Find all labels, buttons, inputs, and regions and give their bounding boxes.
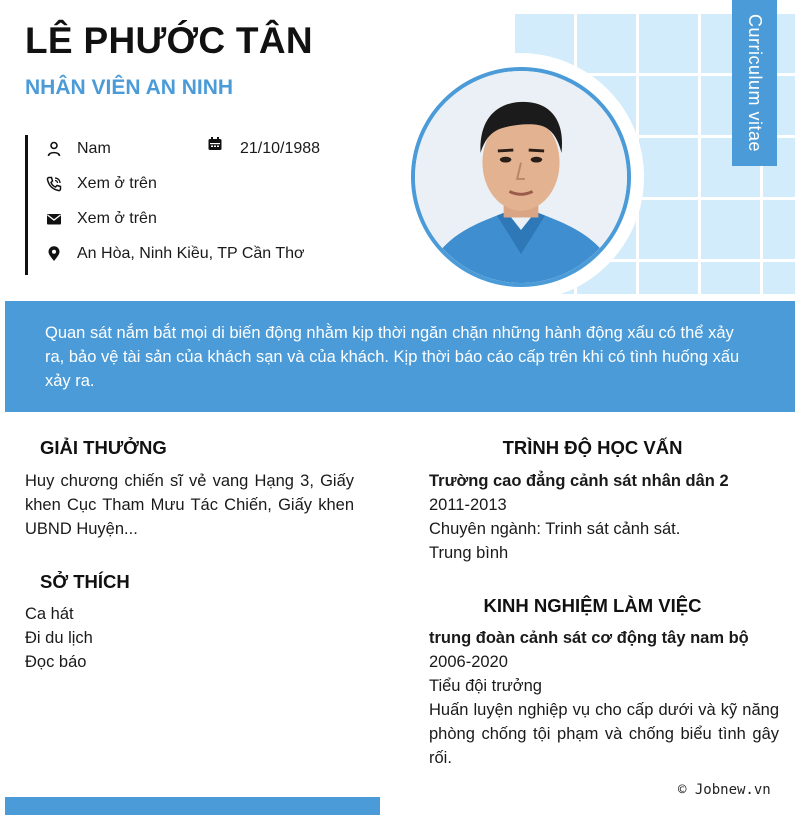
address-text: An Hòa, Ninh Kiều, TP Cần Thơ [77, 245, 305, 262]
hobbies-title: SỞ THÍCH [40, 571, 130, 592]
envelope-icon [45, 210, 63, 228]
copyright-text: © Jobnew.vn [678, 782, 771, 798]
email-row [45, 210, 157, 228]
birthdate-text: 21/10/1988 [240, 140, 321, 157]
experience-company: trung đoàn cảnh sát cơ động tây nam bộ [429, 629, 749, 647]
person-icon [45, 140, 63, 158]
education-school: Trường cao đẳng cảnh sát nhân dân 2 [429, 472, 729, 490]
job-title: NHÂN VIÊN AN NINH [25, 76, 234, 99]
email-text: Xem ở trên [77, 210, 157, 227]
address-row [45, 245, 305, 263]
experience-position: Tiểu đội trưởng [429, 677, 542, 695]
experience-period: 2006-2020 [429, 653, 508, 671]
hobby-item: Đi du lịch [25, 629, 93, 647]
education-period: 2011-2013 [429, 496, 507, 514]
education-major: Chuyên ngành: Trinh sát cảnh sát. [429, 520, 681, 538]
personal-info [25, 135, 385, 275]
education-grade: Trung bình [429, 544, 509, 562]
calendar-icon [206, 135, 224, 153]
experience-description: Huấn luyện nghiệp vụ cho cấp dưới và kỹ năng phòng chống tội phạm và chống biểu tình gây rối. [429, 701, 779, 767]
hobby-item: Ca hát [25, 605, 74, 623]
gender-row [45, 140, 111, 158]
birthdate-row [240, 140, 320, 158]
phone-row [45, 175, 157, 193]
hobby-item: Đọc báo [25, 653, 87, 671]
education-title: TRÌNH ĐỘ HỌC VẤN [502, 437, 683, 458]
bottom-accent-bar [5, 797, 380, 815]
birthdate-icon-wrap [206, 135, 238, 153]
candidate-name: LÊ PHƯỚC TÂN [25, 20, 313, 61]
location-pin-icon [45, 245, 63, 263]
awards-title: GIẢI THƯỞNG [40, 437, 167, 458]
phone-icon [45, 175, 63, 193]
cv-label: Curriculum vitae [745, 13, 765, 153]
summary-text: Quan sát nắm bắt mọi di biến động nhằm kịp thời ngăn chặn những hành động xấu có thể xảy ra, bảo vệ tài sản của khách sạn và của khách. Kịp thời báo cáo cấp trên khi có tình huống xấu xảy ra. [45, 324, 740, 390]
summary-band [5, 301, 795, 412]
phone-text: Xem ở trên [77, 175, 157, 192]
profile-photo [411, 67, 631, 287]
experience-title: KINH NGHIỆM LÀM VIỆC [483, 595, 702, 616]
gender-text: Nam [77, 140, 111, 157]
awards-text: Huy chương chiến sĩ vẻ vang Hạng 3, Giấy khen Cục Tham Mưu Tác Chiến, Giấy khen UBND Huyện... [25, 472, 354, 538]
cv-label-tab [732, 0, 777, 166]
